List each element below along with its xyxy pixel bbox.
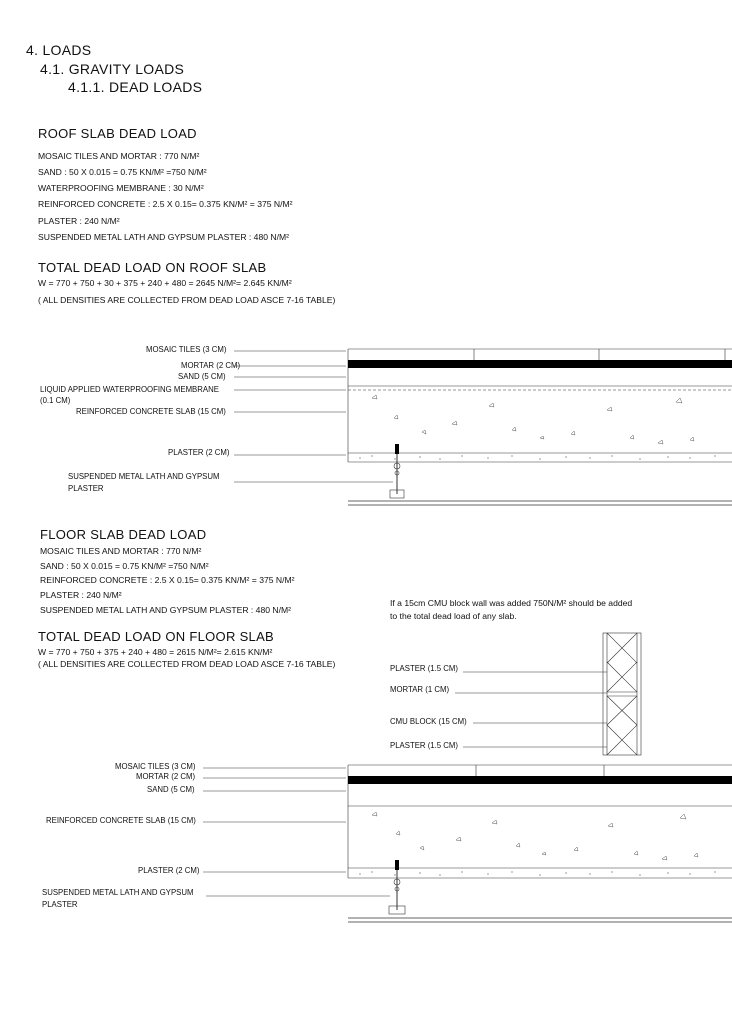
roof-label-lath-2: PLASTER [68,484,104,493]
roof-label-lath: SUSPENDED METAL LATH AND GYPSUM [68,472,220,481]
section-heading-gravity-loads: 4.1. GRAVITY LOADS [40,61,185,77]
roof-item: SUSPENDED METAL LATH AND GYPSUM PLASTER : 480 N/M² [38,232,290,242]
floor-label-lath: SUSPENDED METAL LATH AND GYPSUM [42,888,194,897]
roof-slab-title: ROOF SLAB DEAD LOAD [38,126,197,141]
roof-label-sand: SAND (5 CM) [178,372,226,381]
roof-item: REINFORCED CONCRETE : 2.5 X 0.15= 0.375 KN/M² = 375 N/M² [38,199,293,209]
roof-item: PLASTER : 240 N/M² [38,216,120,226]
cmu-label-mortar: MORTAR (1 CM) [390,685,450,694]
roof-label-mosaic: MOSAIC TILES (3 CM) [146,345,227,354]
floor-item: MOSAIC TILES AND MORTAR : 770 N/M² [40,546,202,556]
floor-section-drawing [203,765,732,922]
floor-label-lath-2: PLASTER [42,900,78,909]
roof-section-drawing [234,349,732,505]
roof-item: MOSAIC TILES AND MORTAR : 770 N/M² [38,151,200,161]
cmu-label-block: CMU BLOCK (15 CM) [390,717,467,726]
roof-total-note: ( ALL DENSITIES ARE COLLECTED FROM DEAD LOAD ASCE 7-16 TABLE) [38,295,336,305]
roof-label-membrane-thickness: (0.1 CM) [40,396,71,405]
roof-total-title: TOTAL DEAD LOAD ON ROOF SLAB [38,260,267,275]
floor-item: PLASTER : 240 N/M² [40,590,122,600]
floor-total-note: ( ALL DENSITIES ARE COLLECTED FROM DEAD LOAD ASCE 7-16 TABLE) [38,659,336,669]
floor-total-formula: W = 770 + 750 + 375 + 240 + 480 = 2615 N/M²= 2.615 KN/M² [38,647,273,657]
floor-label-mortar: MORTAR (2 CM) [136,772,196,781]
roof-total-formula: W = 770 + 750 + 30 + 375 + 240 + 480 = 2645 N/M²= 2.645 KN/M² [38,278,292,288]
cmu-label-plaster-top: PLASTER (1.5 CM) [390,664,459,673]
roof-item: SAND : 50 X 0.015 = 0.75 KN/M² =750 N/M² [38,167,207,177]
cmu-note: If a 15cm CMU block wall was added 750N/M² should be added [390,598,633,608]
section-heading-loads: 4. LOADS [26,42,92,58]
roof-label-membrane: LIQUID APPLIED WATERPROOFING MEMBRANE [40,385,219,394]
floor-label-plaster: PLASTER (2 CM) [138,866,200,875]
floor-slab-title: FLOOR SLAB DEAD LOAD [40,527,207,542]
roof-label-mortar: MORTAR (2 CM) [181,361,241,370]
floor-label-concrete: REINFORCED CONCRETE SLAB (15 CM) [46,816,196,825]
roof-item: WATERPROOFING MEMBRANE : 30 N/M² [38,183,204,193]
section-heading-dead-loads: 4.1.1. DEAD LOADS [68,79,203,95]
roof-label-plaster: PLASTER (2 CM) [168,448,230,457]
roof-label-concrete: REINFORCED CONCRETE SLAB (15 CM) [76,407,226,416]
cmu-label-plaster-bottom: PLASTER (1.5 CM) [390,741,459,750]
cmu-note-2: to the total dead load of any slab. [390,611,517,621]
floor-label-sand: SAND (5 CM) [147,785,195,794]
floor-item: REINFORCED CONCRETE : 2.5 X 0.15= 0.375 KN/M² = 375 N/M² [40,575,295,585]
cmu-wall-drawing [455,633,641,755]
floor-item: SAND : 50 X 0.015 = 0.75 KN/M² =750 N/M² [40,561,209,571]
floor-item: SUSPENDED METAL LATH AND GYPSUM PLASTER : 480 N/M² [40,605,292,615]
floor-label-mosaic: MOSAIC TILES (3 CM) [115,762,196,771]
floor-total-title: TOTAL DEAD LOAD ON FLOOR SLAB [38,629,275,644]
